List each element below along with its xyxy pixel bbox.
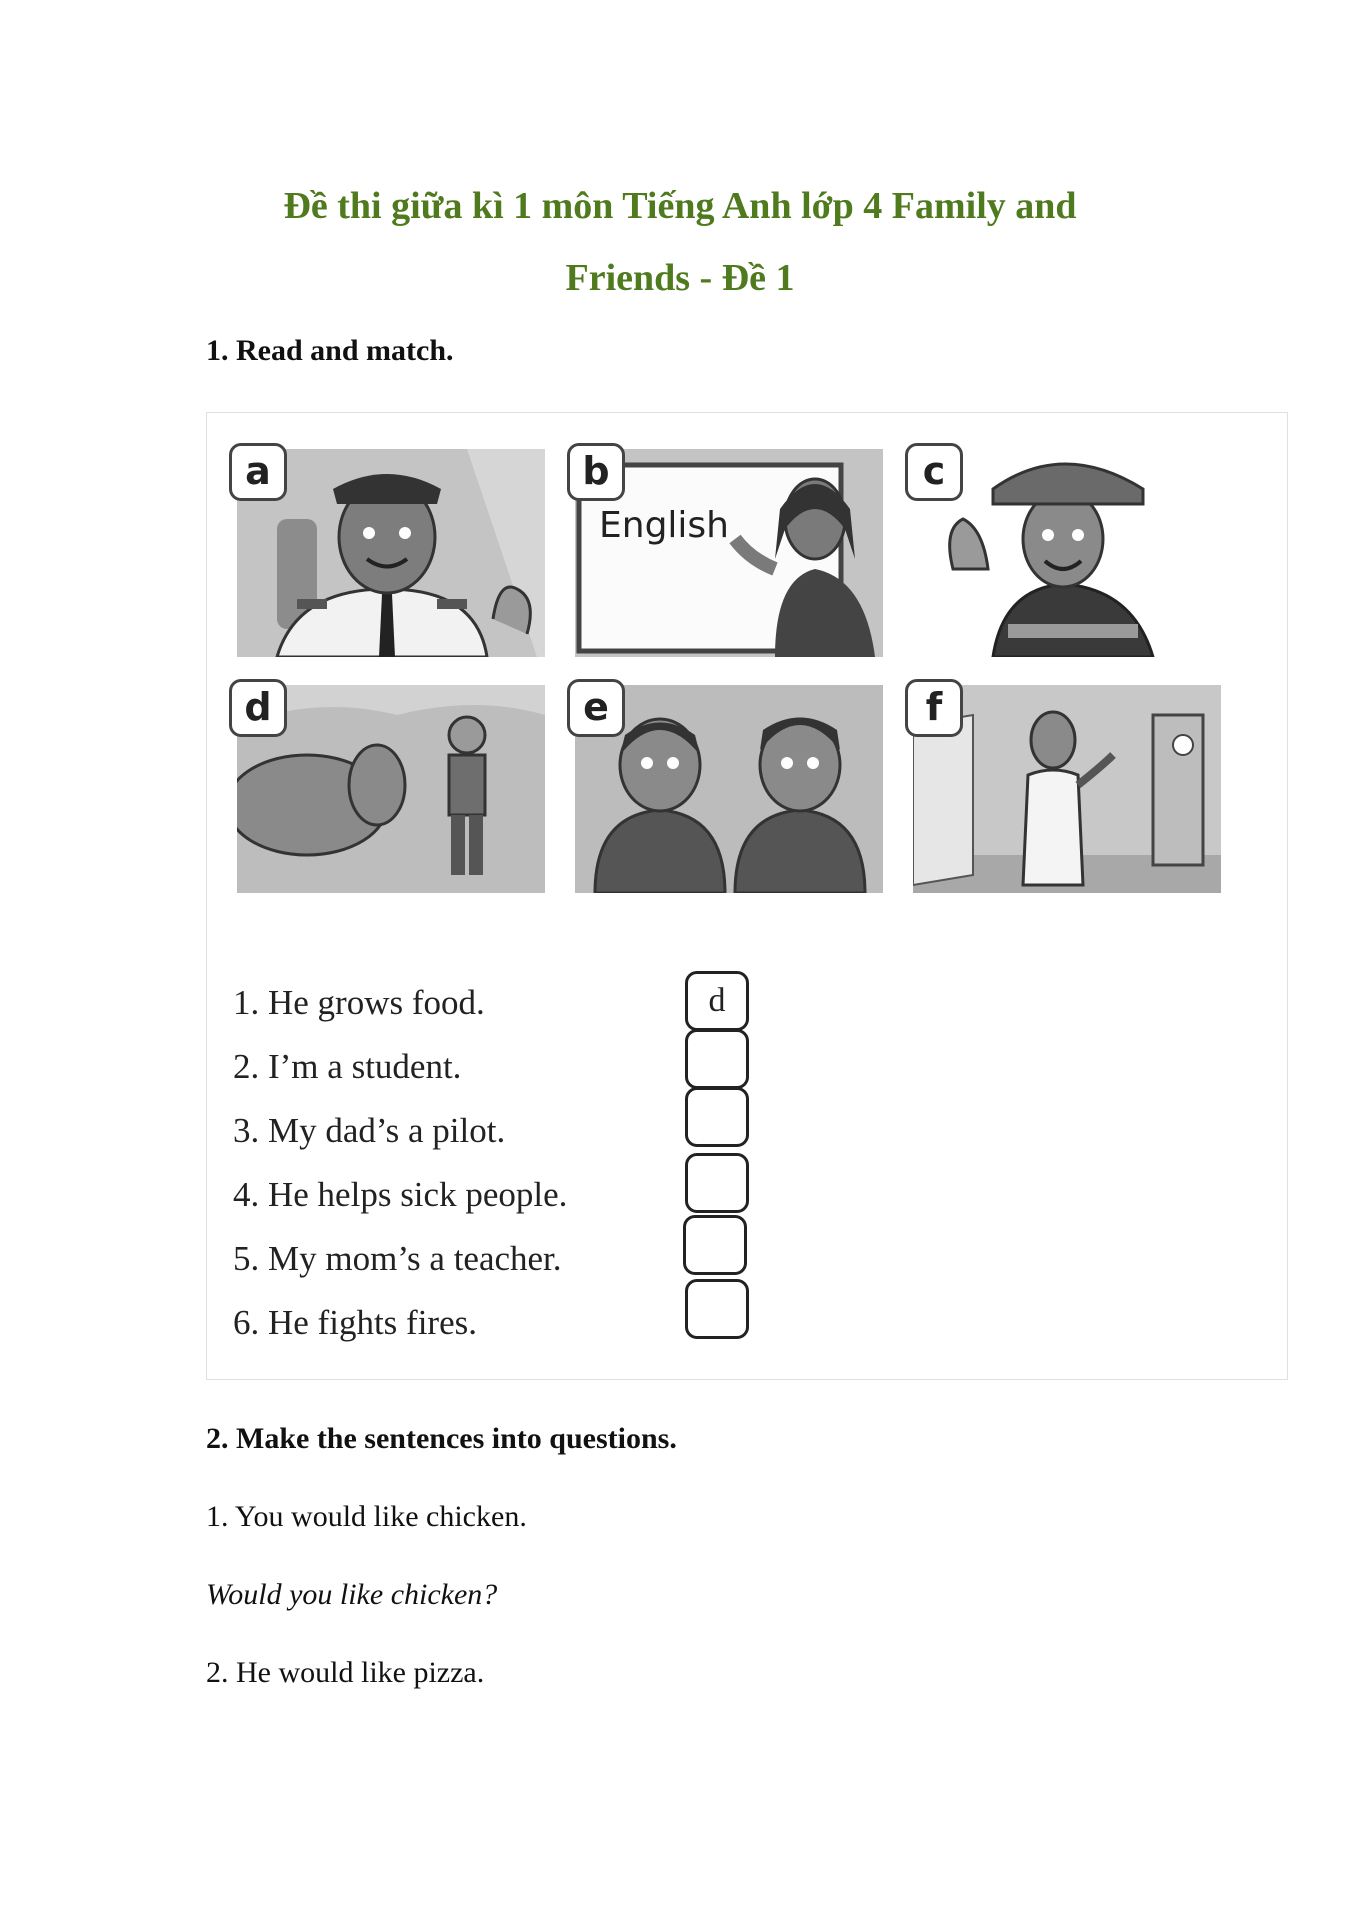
section-1-heading: 1. Read and match. [206, 334, 454, 367]
section-2-heading: 2. Make the sentences into questions. [206, 1422, 677, 1455]
list-item: 5. My mom’s a teacher. [233, 1239, 562, 1278]
list-item: 2. I’m a student. [233, 1047, 462, 1086]
list-item: 3. My dad’s a pilot. [233, 1111, 506, 1150]
picture-label: a [229, 443, 287, 501]
example-answer: Would you like chicken? [206, 1578, 498, 1611]
answer-box[interactable] [683, 1215, 747, 1275]
page-title [160, 170, 1200, 314]
list-item: 6. He fights fires. [233, 1303, 477, 1342]
list-item: 4. He helps sick people. [233, 1175, 568, 1214]
picture-label: f [905, 679, 963, 737]
picture-label: c [905, 443, 963, 501]
title-line-2: Friends - Đề 1 [565, 257, 795, 299]
list-item: 1. He grows food. [233, 983, 485, 1022]
picture-label: e [567, 679, 625, 737]
answer-box[interactable] [685, 1087, 749, 1147]
answer-box[interactable]: d [685, 971, 749, 1031]
answer-box[interactable] [685, 1153, 749, 1213]
picture-label: d [229, 679, 287, 737]
board-text: English [599, 505, 729, 546]
picture-label: b [567, 443, 625, 501]
match-exercise-frame [206, 412, 1288, 1380]
answer-box[interactable] [685, 1279, 749, 1339]
title-line-1: Đề thi giữa kì 1 môn Tiếng Anh lớp 4 Family and [283, 185, 1077, 227]
exercise-sentence: 2. He would like pizza. [206, 1656, 485, 1689]
exercise-sentence: 1. You would like chicken. [206, 1500, 527, 1533]
answer-box[interactable] [685, 1029, 749, 1089]
